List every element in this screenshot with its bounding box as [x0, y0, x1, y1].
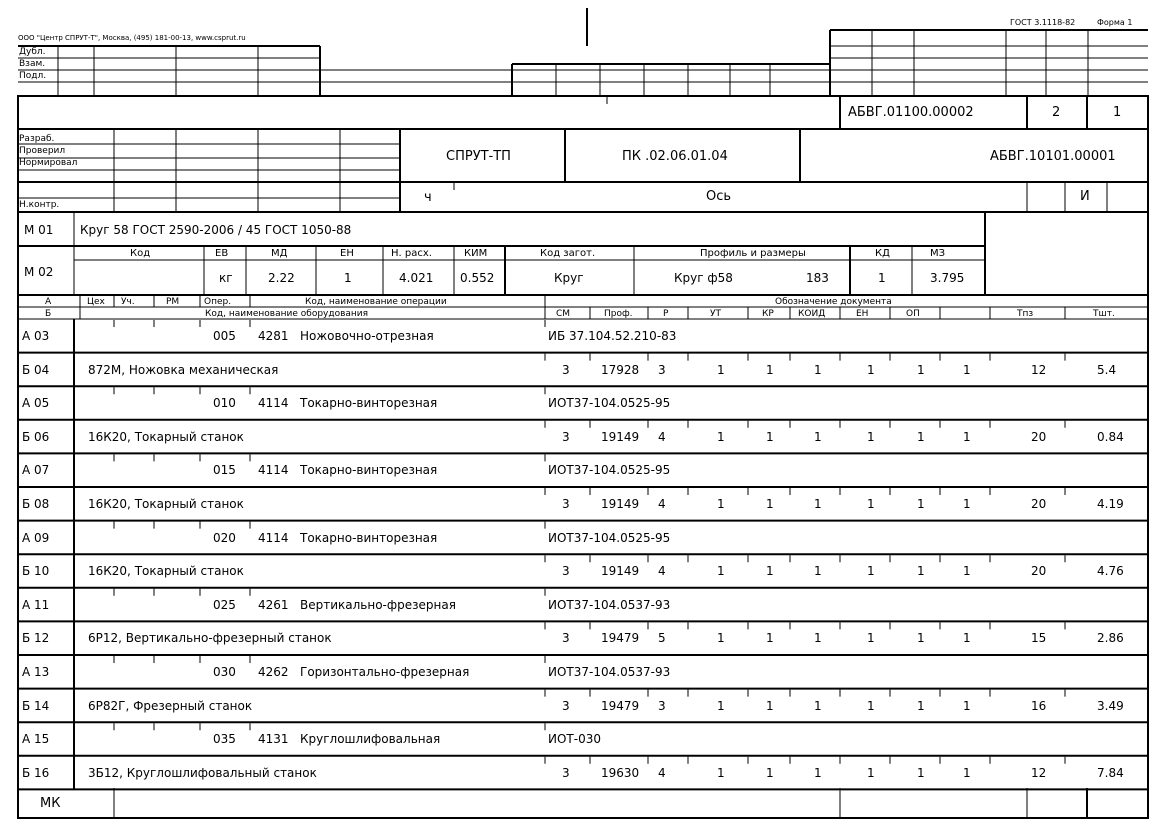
colhdr-oboz-doc: Обозначение документа: [775, 297, 892, 307]
val-kr: 1: [766, 362, 774, 377]
val-ut: 1: [717, 698, 725, 713]
equipment-name: 6Р82Г, Фрезерный станок: [88, 698, 253, 713]
operation-number: 010: [213, 396, 236, 411]
val-en: 1: [344, 271, 352, 285]
val-kr: 1: [766, 631, 774, 646]
val-tsht: 0.84: [1097, 429, 1124, 444]
equip-row-label: Б 06: [22, 429, 50, 444]
sheets-total: 2: [1052, 105, 1061, 120]
op-row-label: А 11: [22, 597, 50, 612]
val-r: 4: [658, 564, 666, 579]
colhdr-sm: СМ: [556, 309, 571, 319]
equip-row-label: Б 12: [22, 631, 50, 646]
val-sm: 3: [562, 564, 570, 579]
equip-row-label: Б 10: [22, 564, 50, 579]
operation-code: 4114: [258, 463, 289, 478]
operation-doc: ИОТ37-104.0537-93: [548, 597, 671, 612]
val-koid: 1: [814, 429, 822, 444]
val-prof: 19479: [601, 698, 640, 713]
role-normiroval: Нормировал: [19, 158, 78, 168]
val-kpcs: 1: [963, 765, 971, 780]
val-tsht: 3.49: [1097, 698, 1124, 713]
val-r: 4: [658, 765, 666, 780]
operation-name: Круглошлифовальная: [300, 732, 441, 747]
colhdr-tpz: Тпз: [1017, 309, 1034, 319]
colhdr-rm: РМ: [166, 297, 180, 307]
operation-name: Ножовочно-отрезная: [300, 329, 434, 343]
val-tsht: 2.86: [1097, 631, 1124, 646]
hdr-kod: Код: [130, 248, 151, 259]
sheet-number: 1: [1113, 105, 1122, 120]
val-kpcs: 1: [963, 631, 971, 646]
colhdr-tsht: Тшт.: [1093, 309, 1115, 319]
ch-mark: ч: [424, 190, 432, 205]
operation-doc: ИБ 37.104.52.210-83: [548, 329, 677, 343]
val-kr: 1: [766, 765, 774, 780]
equip-row-label: Б 04: [22, 362, 50, 377]
val-tsht: 4.19: [1097, 497, 1124, 511]
val-koid: 1: [814, 564, 822, 579]
val-r: 3: [658, 698, 666, 713]
op-row-label: А 15: [22, 732, 50, 747]
val-kpcs: 1: [963, 362, 971, 377]
hdr-kd: КД: [875, 248, 890, 259]
role-proveril: Проверил: [19, 146, 66, 156]
val-koid: 1: [814, 362, 822, 377]
val-ut: 1: [717, 429, 725, 444]
val-sm: 3: [562, 429, 570, 444]
val-en: 1: [867, 564, 875, 579]
val-sm: 3: [562, 362, 570, 377]
val-kodzag: Круг: [554, 271, 584, 285]
val-en: 1: [867, 497, 875, 511]
hdr-md: МД: [271, 248, 288, 259]
operation-number: 015: [213, 463, 236, 478]
operation-doc: ИОТ37-104.0525-95: [548, 530, 671, 545]
operation-doc: ИОТ-030: [548, 732, 601, 747]
colhdr-en: ЕН: [856, 309, 869, 319]
m01-label: М 01: [24, 223, 54, 237]
operation-number: 035: [213, 732, 236, 747]
val-op: 1: [917, 564, 925, 579]
val-ut: 1: [717, 362, 725, 377]
val-ut: 1: [717, 765, 725, 780]
operation-code: 4281: [258, 329, 289, 343]
op-row-label: А 03: [22, 329, 50, 343]
hdr-en: ЕН: [340, 248, 354, 259]
equip-row-label: Б 16: [22, 765, 50, 780]
equipment-name: 16К20, Токарный станок: [88, 564, 244, 579]
form-number: Форма 1: [1097, 18, 1133, 27]
val-op: 1: [917, 765, 925, 780]
val-kr: 1: [766, 429, 774, 444]
part-number: АБВГ.10101.00001: [990, 149, 1116, 164]
val-tpz: 12: [1031, 362, 1047, 377]
colhdr-kr: КР: [762, 309, 774, 319]
equip-row-label: Б 14: [22, 698, 50, 713]
colhdr-ut: УТ: [710, 309, 721, 319]
equipment-name: 3Б12, Круглошлифовальный станок: [88, 765, 317, 780]
hdr-mz: МЗ: [930, 248, 946, 259]
val-profil: Круг ф58: [674, 271, 733, 285]
operation-code: 4114: [258, 396, 289, 411]
val-en: 1: [867, 429, 875, 444]
operation-name: Токарно-винторезная: [300, 396, 438, 411]
colhdr-r: Р: [663, 309, 669, 319]
val-en: 1: [867, 765, 875, 780]
val-r: 4: [658, 429, 666, 444]
val-kr: 1: [766, 698, 774, 713]
val-tsht: 4.76: [1097, 564, 1124, 579]
val-mz: 3.795: [930, 271, 965, 285]
doc-code: ПК .02.06.01.04: [622, 149, 728, 164]
val-en: 1: [867, 631, 875, 646]
operation-name: Горизонтально-фрезерная: [300, 665, 470, 679]
val-tpz: 20: [1031, 429, 1047, 444]
role-razrab: Разраб.: [19, 134, 55, 144]
val-r: 4: [658, 497, 666, 511]
operation-doc: ИОТ37-104.0525-95: [548, 463, 671, 478]
operation-doc: ИОТ37-104.0537-93: [548, 665, 671, 679]
company-stamp: ООО "Центр СПРУТ-Т", Москва, (495) 181-00-13, www.csprut.ru: [18, 34, 246, 42]
val-ut: 1: [717, 497, 725, 511]
val-tpz: 12: [1031, 765, 1047, 780]
colhdr-op: ОП: [906, 309, 920, 319]
hdr-nrash: Н. расх.: [391, 248, 432, 259]
val-prof: 19479: [601, 631, 640, 646]
label-vzam: Взам.: [19, 59, 46, 69]
val-kr: 1: [766, 497, 774, 511]
op-row-label: А 05: [22, 396, 50, 411]
op-row-label: А 07: [22, 463, 50, 478]
operation-number: 030: [213, 665, 236, 679]
colhdr-kod-equip: Код, наименование оборудования: [205, 309, 369, 319]
val-op: 1: [917, 362, 925, 377]
val-sm: 3: [562, 698, 570, 713]
val-nrash: 4.021: [399, 271, 434, 285]
val-tpz: 20: [1031, 564, 1047, 579]
gost-standard: ГОСТ 3.1118-82: [1010, 18, 1076, 27]
val-r: 3: [658, 362, 666, 377]
colhdr-b: Б: [45, 309, 52, 319]
val-koid: 1: [814, 497, 822, 511]
val-en: 1: [867, 698, 875, 713]
val-prof: 19149: [601, 497, 640, 511]
org-name: СПРУТ-ТП: [446, 149, 511, 164]
val-tsht: 5.4: [1097, 362, 1117, 377]
colhdr-prof: Проф.: [604, 309, 633, 319]
doc-designation: АБВГ.01100.00002: [848, 105, 974, 120]
equipment-name: 872М, Ножовка механическая: [88, 362, 279, 377]
equipment-name: 6Р12, Вертикально-фрезерный станок: [88, 631, 332, 646]
label-dubl: Дубл.: [19, 47, 46, 57]
val-kr: 1: [766, 564, 774, 579]
val-op: 1: [917, 698, 925, 713]
val-kpcs: 1: [963, 564, 971, 579]
operation-name: Вертикально-фрезерная: [300, 597, 456, 612]
operation-code: 4131: [258, 732, 289, 747]
operation-code: 4262: [258, 665, 289, 679]
val-kpcs: 1: [963, 497, 971, 511]
val-tpz: 20: [1031, 497, 1047, 511]
val-kd: 1: [878, 271, 886, 285]
val-prof: 19149: [601, 429, 640, 444]
colhdr-koid: КОИД: [798, 309, 826, 319]
val-razmer: 183: [806, 271, 829, 285]
val-prof: 17928: [601, 362, 640, 377]
litera: И: [1080, 189, 1090, 204]
hdr-profil: Профиль и размеры: [700, 248, 806, 259]
val-kpcs: 1: [963, 698, 971, 713]
material-description: Круг 58 ГОСТ 2590-2006 / 45 ГОСТ 1050-88: [80, 223, 352, 237]
val-r: 5: [658, 631, 666, 646]
val-tpz: 16: [1031, 698, 1047, 713]
val-sm: 3: [562, 497, 570, 511]
hdr-kodzag: Код загот.: [540, 248, 596, 259]
colhdr-ceh: Цех: [87, 297, 105, 307]
operation-doc: ИОТ37-104.0525-95: [548, 396, 671, 411]
op-row-label: А 13: [22, 665, 50, 679]
val-kim: 0.552: [460, 271, 495, 285]
operation-code: 4114: [258, 530, 289, 545]
hdr-ev: ЕВ: [215, 248, 229, 259]
equipment-name: 16К20, Токарный станок: [88, 429, 244, 444]
val-prof: 19149: [601, 564, 640, 579]
hdr-kim: КИМ: [464, 248, 488, 259]
operation-code: 4261: [258, 597, 289, 612]
val-kpcs: 1: [963, 429, 971, 444]
equipment-name: 16К20, Токарный станок: [88, 497, 244, 511]
colhdr-kod-oper: Код, наименование операции: [305, 297, 447, 307]
val-koid: 1: [814, 765, 822, 780]
colhdr-oper: Опер.: [204, 297, 232, 307]
colhdr-a: А: [45, 297, 52, 307]
val-md: 2.22: [268, 271, 295, 285]
val-ut: 1: [717, 631, 725, 646]
val-koid: 1: [814, 631, 822, 646]
part-name: Ось: [706, 189, 732, 204]
val-en: 1: [867, 362, 875, 377]
val-ev: кг: [219, 271, 233, 285]
colhdr-uch: Уч.: [121, 297, 135, 307]
val-op: 1: [917, 631, 925, 646]
val-op: 1: [917, 497, 925, 511]
val-sm: 3: [562, 765, 570, 780]
label-podl: Подл.: [19, 71, 47, 81]
role-nkontr: Н.контр.: [19, 200, 60, 210]
operation-name: Токарно-винторезная: [300, 530, 438, 545]
op-row-label: А 09: [22, 530, 50, 545]
val-op: 1: [917, 429, 925, 444]
m02-label: М 02: [24, 265, 54, 279]
route-card-mark: МК: [40, 796, 61, 811]
val-ut: 1: [717, 564, 725, 579]
val-tpz: 15: [1031, 631, 1047, 646]
val-sm: 3: [562, 631, 570, 646]
val-koid: 1: [814, 698, 822, 713]
operation-number: 005: [213, 329, 236, 343]
equip-row-label: Б 08: [22, 497, 50, 511]
operation-number: 025: [213, 597, 236, 612]
val-prof: 19630: [601, 765, 640, 780]
operation-name: Токарно-винторезная: [300, 463, 438, 478]
val-tsht: 7.84: [1097, 765, 1124, 780]
operation-number: 020: [213, 530, 236, 545]
